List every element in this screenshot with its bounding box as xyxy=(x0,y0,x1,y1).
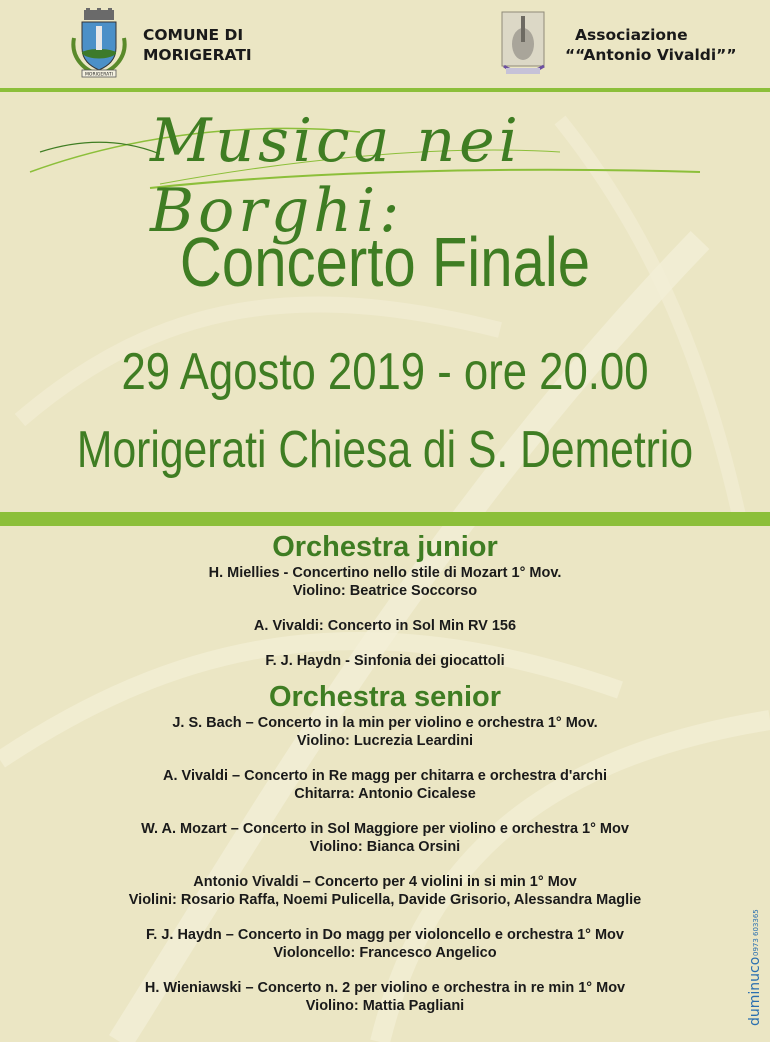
piece-title: Antonio Vivaldi – Concerto per 4 violini in si min 1° Mov xyxy=(193,874,577,890)
association-name xyxy=(565,25,737,65)
program-item xyxy=(0,564,770,600)
printer-brand: duminuco xyxy=(747,956,763,1026)
piece-title: J. S. Bach – Concerto in la min per violino e orchestra 1° Mov. xyxy=(172,715,598,731)
concert-venue: Morigerati Chiesa di S. Demetrio xyxy=(76,421,694,479)
piece-title: H. Wieniawski – Concerto n. 2 per violino e orchestra in re min 1° Mov xyxy=(144,980,626,996)
performer: Violoncello: Francesco Angelico xyxy=(273,945,497,961)
program-item xyxy=(0,767,770,803)
program-divider xyxy=(0,512,770,526)
piece-title: A. Vivaldi – Concerto in Re magg per chitarra e orchestra d'archi xyxy=(163,768,607,784)
performer: Violino: Lucrezia Leardini xyxy=(296,733,474,749)
printer-phone: 0973 603365 xyxy=(752,909,760,956)
program-item xyxy=(0,820,770,856)
association-line-1: Associazione xyxy=(575,26,688,44)
program-item xyxy=(0,652,770,670)
program-item xyxy=(0,617,770,635)
program xyxy=(0,530,770,1015)
piece-title: H. Miellies - Concertino nello stile di Mozart 1° Mov. xyxy=(208,565,562,581)
program-item xyxy=(0,979,770,1015)
crest-label: MORIGERATI xyxy=(85,72,113,78)
piece-title: A. Vivaldi: Concerto in Sol Min RV 156 xyxy=(253,618,517,634)
program-item xyxy=(0,873,770,909)
junior-section-title: Orchestra junior xyxy=(272,531,498,563)
program-item xyxy=(0,714,770,750)
municipality-line-2: MORIGERATI xyxy=(143,46,252,64)
printer-credit xyxy=(739,880,770,1030)
violin-logo-icon xyxy=(494,8,552,80)
association-line-2: ““Antonio Vivaldi”” xyxy=(565,46,737,64)
piece-title: W. A. Mozart – Concerto in Sol Maggiore per violino e orchestra 1° Mov xyxy=(141,821,629,837)
concert-date: 29 Agosto 2019 - ore 20.00 xyxy=(121,343,649,401)
program-item xyxy=(0,926,770,962)
performer: Chitarra: Antonio Cicalese xyxy=(294,786,476,802)
performer: Violino: Mattia Pagliani xyxy=(305,998,465,1014)
senior-section-title: Orchestra senior xyxy=(268,681,502,713)
performer: Violino: Beatrice Soccorso xyxy=(292,583,478,599)
concert-title: Concerto Finale xyxy=(179,223,591,301)
municipality-line-1: COMUNE DI xyxy=(143,26,244,44)
performer: Violino: Bianca Orsini xyxy=(309,839,461,855)
piece-title: F. J. Haydn – Concerto in Do magg per violoncello e orchestra 1° Mov xyxy=(146,927,624,943)
series-title: Musica nei Borghi: xyxy=(150,106,522,246)
piece-title: F. J. Haydn - Sinfonia dei giocattoli xyxy=(265,653,505,669)
municipal-crest-icon xyxy=(68,8,130,80)
performer: Violini: Rosario Raffa, Noemi Pulicella, Davide Grisorio, Alessandra Maglie xyxy=(128,892,642,908)
municipality-name xyxy=(143,25,252,65)
